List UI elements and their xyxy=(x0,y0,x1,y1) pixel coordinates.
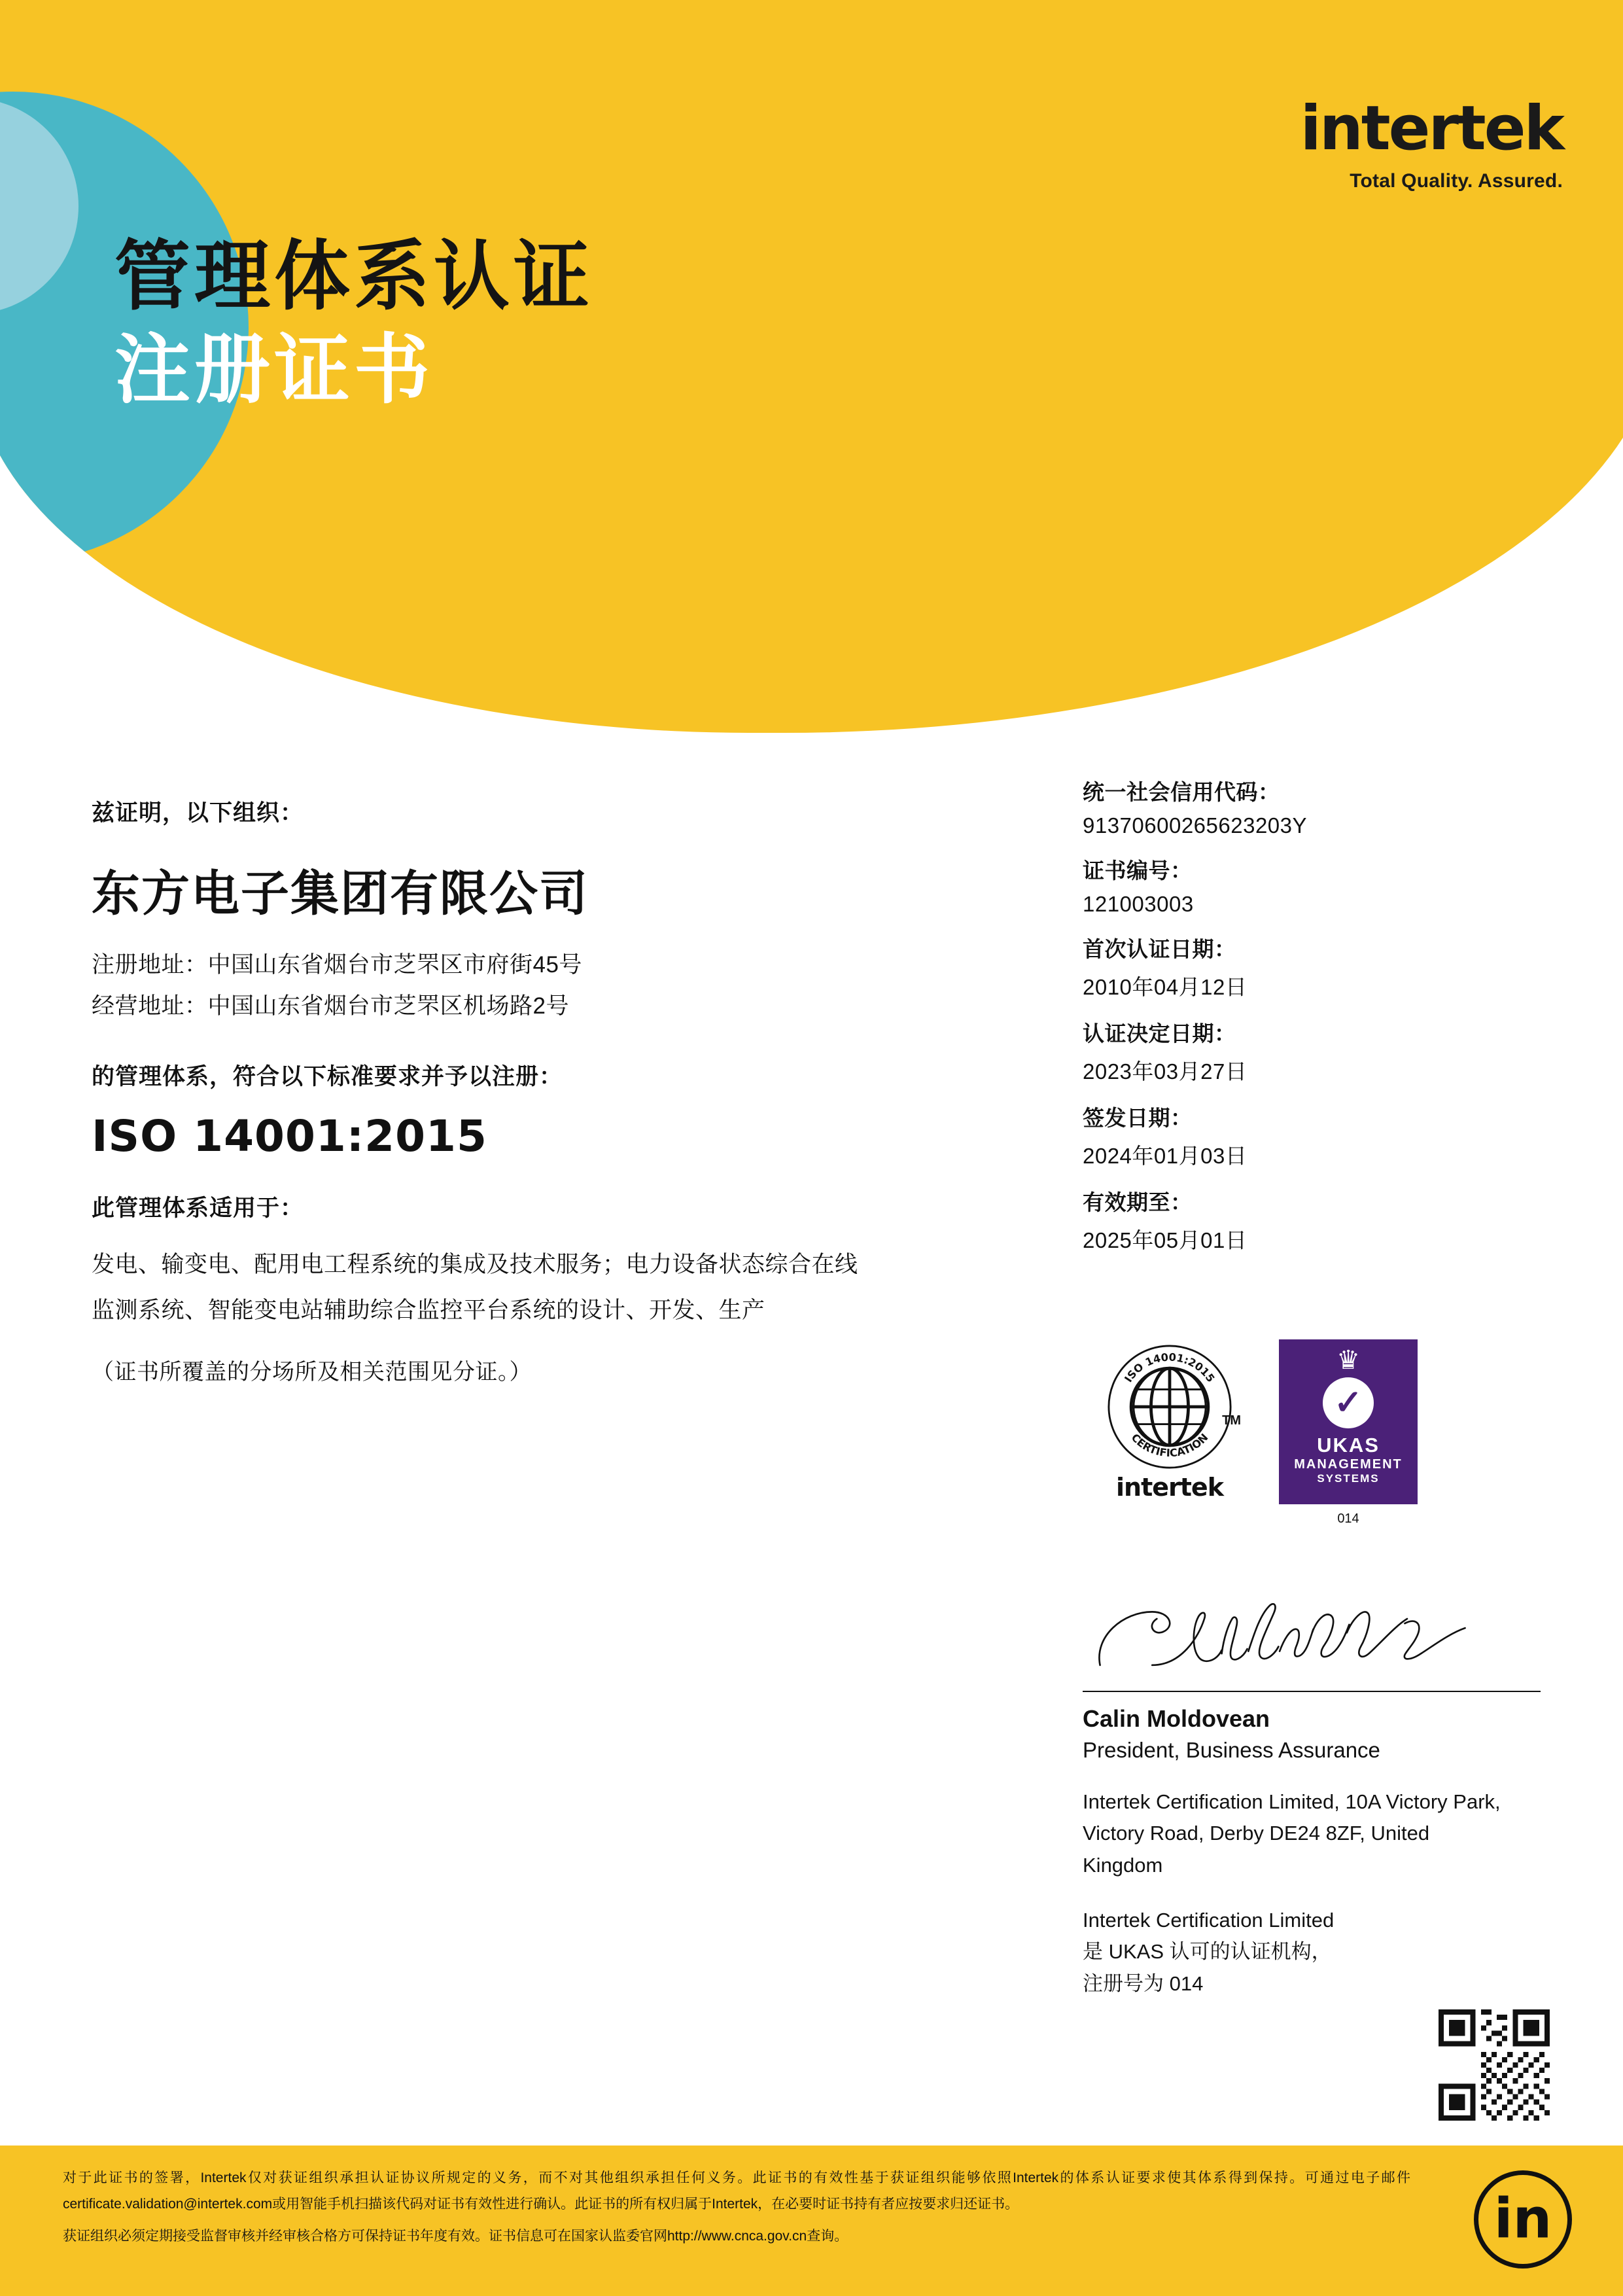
detail-value: 91370600265623203Y xyxy=(1083,813,1308,838)
iso-mark-brand: intertek xyxy=(1116,1473,1223,1502)
check-icon: ✓ xyxy=(1323,1377,1374,1428)
footer-disclaimer xyxy=(63,2165,1410,2250)
detail-label: 签发日期： xyxy=(1083,1106,1193,1130)
standard-label: 的管理体系，符合以下标准要求并予以注册： xyxy=(92,1064,563,1090)
detail-value: 2024年01月03日 xyxy=(1083,1144,1248,1168)
accreditation-line-1: Intertek Certification Limited xyxy=(1083,1909,1335,1932)
footer-paragraph-2: 获证组织必须定期接受监督审核并经审核合格方可保持证书年度有效。证书信息可在国家认监委官网http://www.cnca.gov.cn查询。 xyxy=(63,2228,848,2244)
iso-certification-mark xyxy=(1088,1345,1251,1502)
qr-code[interactable] xyxy=(1439,2009,1550,2121)
detail-label: 证书编号： xyxy=(1083,858,1193,883)
organization-name: 东方电子集团有限公司 xyxy=(92,866,589,922)
scope-note: （证书所覆盖的分场所及相关范围见分证。） xyxy=(92,1359,532,1385)
certificate-details xyxy=(1083,775,1580,1270)
detail-value: 2023年03月27日 xyxy=(1083,1059,1248,1084)
crown-icon: ♛ xyxy=(1336,1346,1360,1375)
intertek-wordmark: intertek xyxy=(1300,93,1563,164)
detail-label: 认证决定日期： xyxy=(1083,1021,1236,1046)
header-banner xyxy=(0,0,1623,772)
signature-image xyxy=(1083,1590,1554,1688)
svg-text:ISO 14001:2015: ISO 14001:2015 xyxy=(1122,1351,1217,1385)
title-line-1: 管理体系认证 xyxy=(114,232,593,321)
certificate-title xyxy=(114,232,593,415)
standard-name: ISO 14001:2015 xyxy=(92,1111,487,1162)
detail-value: 2010年04月12日 xyxy=(1083,975,1248,999)
ukas-systems-label: SYSTEMS xyxy=(1317,1472,1380,1485)
ukas-mark xyxy=(1279,1339,1418,1526)
registered-address: 注册地址：中国山东省烟台市芝罘区市府街45号 xyxy=(92,952,582,978)
accreditation-statement xyxy=(1083,1905,1501,2000)
intertek-logo xyxy=(1300,93,1563,192)
scope-line-1: 发电、输变电、配用电工程系统的集成及技术服务；电力设备状态综合在线 xyxy=(92,1252,858,1278)
detail-field xyxy=(1083,1101,1580,1170)
operating-address: 经营地址：中国山东省烟台市芝罘区机场路2号 xyxy=(92,993,569,1019)
intertek-tagline: Total Quality. Assured. xyxy=(1350,170,1563,192)
svg-text:CERTIFICATION: CERTIFICATION xyxy=(1128,1431,1211,1460)
intertek-circle-logo xyxy=(1474,2170,1572,2269)
scope-label: 此管理体系适用于： xyxy=(92,1195,304,1222)
accreditation-line-2: 是 UKAS 认可的认证机构， xyxy=(1083,1940,1332,1964)
detail-label: 统一社会信用代码： xyxy=(1083,780,1280,804)
detail-field xyxy=(1083,1186,1580,1254)
title-line-2: 注册证书 xyxy=(114,325,434,414)
signature-block xyxy=(1083,1590,1554,2000)
footer-paragraph-1: 对于此证书的签署，Intertek仅对获证组织承担认证协议所规定的义务，而不对其他组织承担任何义务。此证书的有效性基于获证组织能够依照Intertek的体系认证要求使其体系得到保持。可通过电子邮件certificate.validation@intertek.com或用智能手机扫描该代码对证书有效性进行确认。此证书的所有权归属于Intertek，在必要时证书持有者应按要求归还证书。 xyxy=(63,2170,1410,2212)
accreditation-line-3: 注册号为 014 xyxy=(1083,1971,1204,1995)
intertek-circle-glyph: in xyxy=(1493,2186,1552,2251)
trademark-symbol: TM xyxy=(1222,1413,1241,1428)
certificate-body-left xyxy=(92,795,1060,1386)
issuer-address: Intertek Certification Limited, 10A Victory Park, Victory Road, Derby DE24 8ZF, United Kingdom xyxy=(1083,1790,1501,1877)
detail-label: 有效期至： xyxy=(1083,1190,1193,1214)
detail-value: 121003003 xyxy=(1083,892,1194,916)
detail-field xyxy=(1083,775,1580,838)
detail-value: 2025年05月01日 xyxy=(1083,1228,1248,1252)
footer-bar xyxy=(0,2146,1623,2296)
globe-icon xyxy=(1108,1345,1241,1469)
intro-label: 兹证明，以下组织： xyxy=(92,800,304,826)
detail-field xyxy=(1083,932,1580,1001)
signatory-name: Calin Moldovean xyxy=(1083,1705,1270,1732)
ukas-management-label: MANAGEMENT xyxy=(1294,1457,1403,1472)
signatory-role: President, Business Assurance xyxy=(1083,1738,1380,1762)
detail-label: 首次认证日期： xyxy=(1083,937,1236,961)
accreditation-marks xyxy=(1083,1345,1593,1526)
detail-field xyxy=(1083,1017,1580,1086)
signature-rule xyxy=(1083,1691,1541,1692)
detail-field xyxy=(1083,854,1580,917)
ukas-number: 014 xyxy=(1337,1511,1359,1526)
scope-line-2: 监测系统、智能变电站辅助综合监控平台系统的设计、开发、生产 xyxy=(92,1298,765,1324)
ukas-label: UKAS xyxy=(1317,1434,1380,1457)
